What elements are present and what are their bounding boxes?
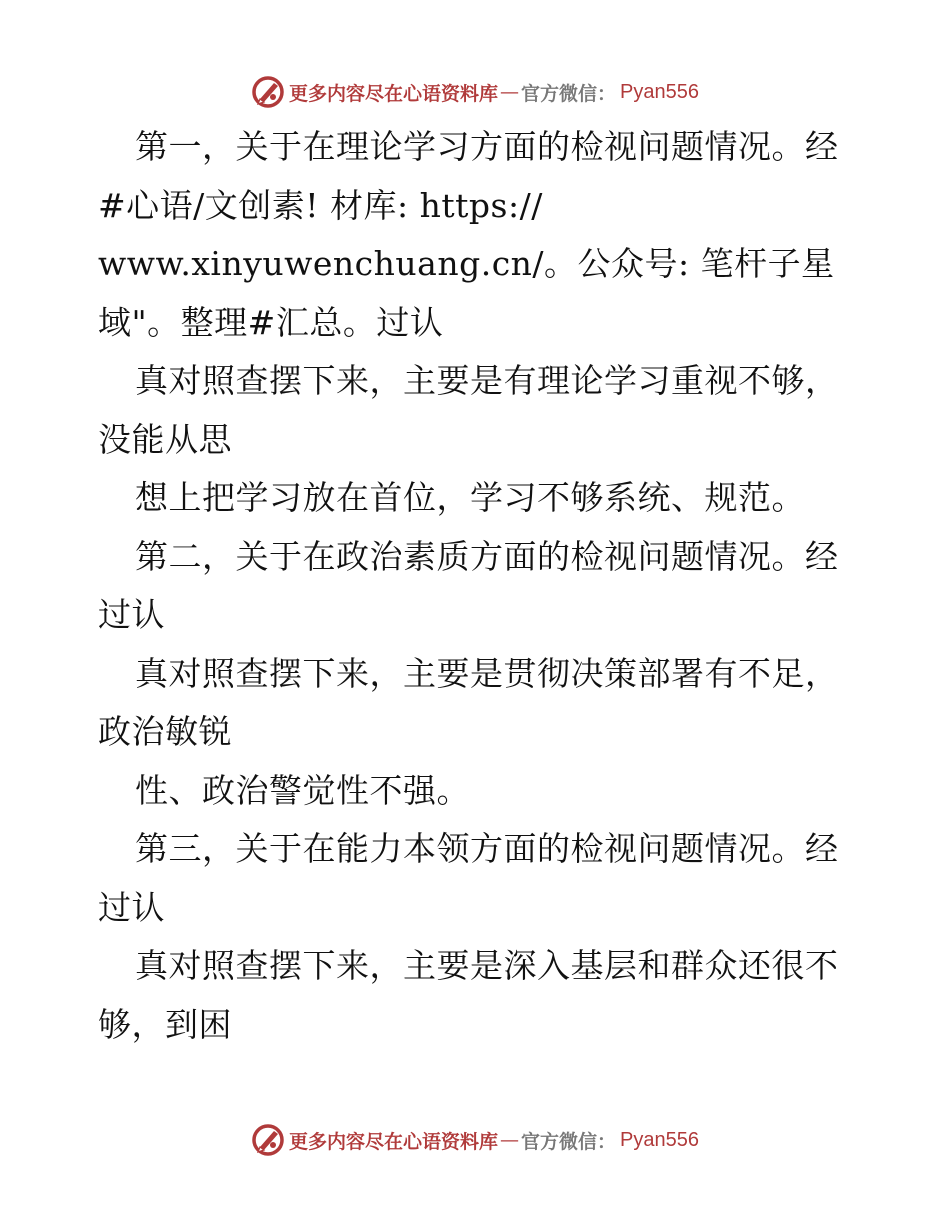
document-body [98, 118, 858, 1054]
text-line: 第三，关于在能力本领方面的检视问题情况。经 [135, 829, 839, 868]
text-line: 没能从思 [98, 419, 232, 459]
text-line: 性、政治警觉性不强。 [135, 770, 470, 810]
text-line: www.xinyuwenchuang.cn/。公众号: 笔杆子星 [98, 244, 835, 283]
text-line: 真对照查摆下来，主要是深入基层和群众还很不 [135, 946, 839, 985]
brand-logo-icon [251, 1123, 285, 1157]
text-line: 第一，关于在理论学习方面的检视问题情况。经 [135, 127, 839, 166]
text-line: 够，到困 [98, 1004, 232, 1044]
banner-official-label: 官方微信： [521, 1130, 617, 1153]
footer-watermark-banner [0, 1118, 950, 1162]
text-line: 政治敏锐 [98, 712, 232, 751]
banner-wechat-id: Pyan556 [620, 80, 699, 103]
text-line: 想上把学习放在首位，学习不够系统、规范。 [135, 478, 805, 517]
text-line: 真对照查摆下来，主要是有理论学习重视不够， [135, 361, 839, 400]
banner-official-label: 官方微信： [521, 82, 617, 105]
banner-dash: — [500, 1129, 520, 1151]
banner-title: 更多内容尽在心语资料库 [289, 1130, 499, 1153]
banner-title: 更多内容尽在心语资料库 [289, 82, 499, 105]
header-watermark-banner [0, 70, 950, 114]
text-line: 真对照查摆下来，主要是贯彻决策部署有不足， [135, 653, 839, 693]
text-line: 域"。整理#汇总。过认 [98, 302, 444, 342]
text-line: 过认 [98, 887, 165, 927]
banner-dash: — [500, 81, 520, 103]
brand-logo-icon [251, 75, 285, 109]
text-line: 第二，关于在政治素质方面的检视问题情况。经 [135, 536, 839, 576]
text-line: 过认 [98, 595, 165, 634]
banner-wechat-id: Pyan556 [620, 1128, 699, 1151]
text-line: #心语/文创素! 材库: https:// [98, 185, 543, 225]
